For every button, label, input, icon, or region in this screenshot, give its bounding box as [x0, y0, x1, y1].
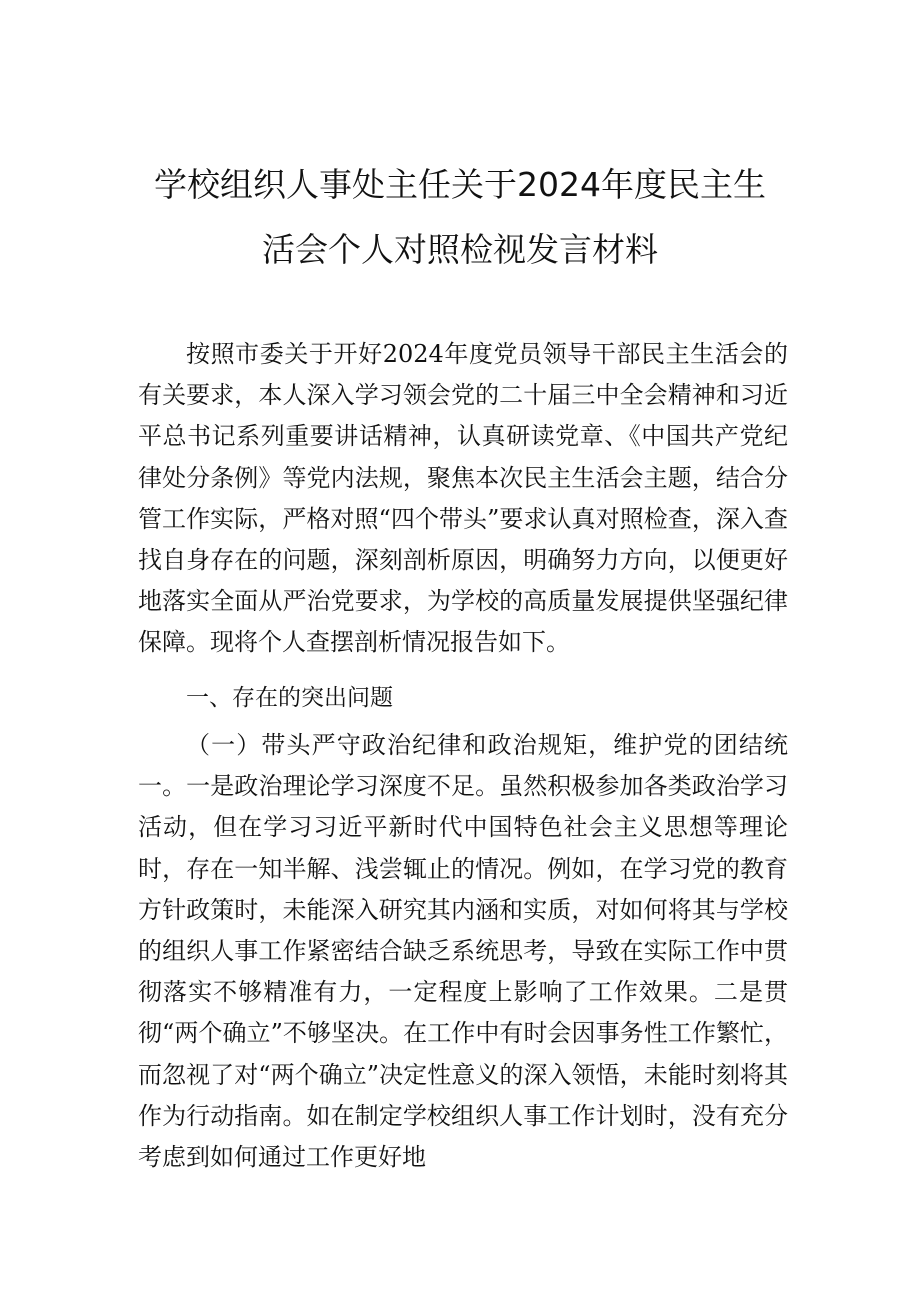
intro-paragraph: 按照市委关于开好2024年度党员领导干部民主生活会的有关要求，本人深入学习领会党的二十届三中全会精神和习近平总书记系列重要讲话精神，认真研读党章、《中国共产党纪律处分条例》等党内法规，聚焦本次民主生活会主题，结合分管工作实际，严格对照“四个带头”要求认真对照检查，深入查找自身存在的问题，深刻剖析原因，明确努力方向，以便更好地落实全面从严治党要求，为学校的高质量发展提供坚强纪律保障。现将个人查摆剖析情况报告如下。: [138, 340, 788, 657]
document-title-line-2: 活会个人对照检视发言材料: [262, 230, 658, 269]
document-title-line-1: 学校组织人事处主任关于2024年度民主生: [154, 165, 766, 204]
section-paragraph: （一）带头严守政治纪律和政治规矩，维护党的团结统一。一是政治理论学习深度不足。虽然积极参加各类政治学习活动，但在学习习近平新时代中国特色社会主义思想等理论时，存在一知半解、浅尝辄止的情况。例如，在学习党的教育方针政策时，未能深入研究其内涵和实质，对如何将其与学校的组织人事工作紧密结合缺乏系统思考，导致在实际工作中贯彻落实不够精准有力，一定程度上影响了工作效果。二是贯彻“两个确立”不够坚决。在工作中有时会因事务性工作繁忙，而忽视了对“两个确立”决定性意义的深入领悟，未能时刻将其作为行动指南。如在制定学校组织人事工作计划时，没有充分考虑到如何通过工作更好地: [138, 731, 788, 1172]
section-heading: 一、存在的突出问题: [186, 685, 393, 711]
